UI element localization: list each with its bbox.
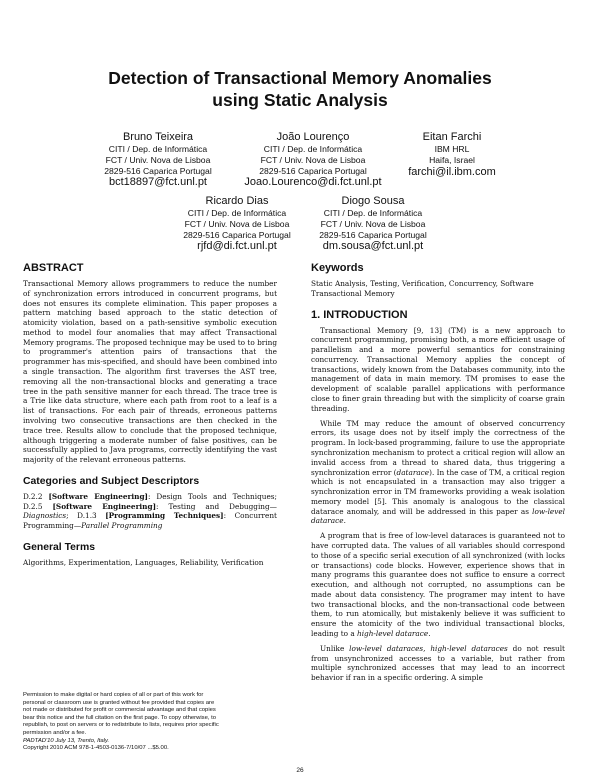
intro-paragraph-1: Transactional Memory [9, 13] (TM) is a new approach to concurrent programming, promising both, a more efficient usage of parallelism and a more powerful semantics for constraining concurrency. Transactional Memory applies the concept of transactions, widely known from the Databases community, into the management of data in main memory. TM promises to ease the development of scalable parallel applications with performance close to finer grain threading but with the simplicity of coarse grain threading. xyxy=(311,325,565,413)
categories-text: D.2.2 [Software Engineering]: Design Tools and Techniques; D.2.5 [Software Engineering]: Testing and Debugging—Diagnostics; D.1.3 [Programming Techniques]: Concurrent Programming—Parallel Programming xyxy=(23,491,277,531)
author-email: dm.sousa@fct.unl.pt xyxy=(322,240,424,253)
author-dept: IBM HRL xyxy=(434,144,470,154)
intro-paragraph-2: While TM may reduce the amount of observed concurrency errors, its usage does not by itself imply the correctness of the program. In lock-based programming, failure to use the appropriate synchronization mechanism to protect a critical region will allow an invalid access from a thread to shared data, thus triggering a synchronization error (datarace). In the case of TM, a critical region which is not encapsulated in a transaction may also trigger a synchronization error in TM frameworks providing a weak isolation memory model [5]. This anomaly is analogous to the classical datarace anomaly, and will be addressed in this paper as low-level datarace. xyxy=(311,418,565,526)
author-name: Eitan Farchi xyxy=(422,131,482,143)
author-name: Ricardo Dias xyxy=(205,195,269,207)
author-addr: 2829-516 Caparica Portugal xyxy=(183,229,291,240)
abstract-text: Transactional Memory allows programmers to reduce the number of synchronization errors introduced in concurrent programs, but does not ensures its complete elimination. This paper proposes a pattern matching based approach to the static detection of atomicity violation, based on a path-sensitive symbolic execution method to model four anomalies that may affect Transactional Memory programs. The proposed technique may be used to to bring to programmer's attention pairs of transactions that the programmer has mis-specified, and should have been combined into a single transaction. The algorithm first traverses the AST tree, removing all the non-transactional blocks and generating a trace tree in the path sensitive manner for each thread. The trace tree is a Trie like data structure, where each path from root to a leaf is a list of transactions. For each pair of threads, erroneous patterns involving two consecutive transactions are then checked in the trace tree. Results allow to conclude that the proposed technique, although triggering a moderate number of false positives, can be successfully applied to Java programs, correctly identifying the vast majority of the relevant erroneous patterns. xyxy=(23,279,277,465)
author-dept: CITI / Dep. de Informática xyxy=(187,208,287,218)
author-dept: CITI / Dep. de Informática xyxy=(108,144,208,154)
page-number: 26 xyxy=(296,767,304,774)
general-terms-heading: General Terms xyxy=(23,541,95,553)
permission-line: bear this notice and the full citation on the first page. To copy otherwise, to xyxy=(23,714,217,721)
left-column xyxy=(23,262,277,568)
abstract-heading: ABSTRACT xyxy=(23,262,84,274)
title-line-2: using Static Analysis xyxy=(212,90,388,110)
author-block xyxy=(288,195,458,253)
author-addr: 2829-516 Caparica Portugal xyxy=(319,229,427,240)
permission-line: personal or classroom use is granted without fee provided that copies are xyxy=(23,699,215,706)
author-addr: 2829-516 Caparica Portugal xyxy=(259,165,367,176)
permission-line: Copyright 2010 ACM 978-1-4503-0136-7/10/07 ...$5.00. xyxy=(23,745,169,752)
author-name: Bruno Teixeira xyxy=(122,131,194,143)
general-terms-text: Algorithms, Experimentation, Languages, Reliability, Verification xyxy=(23,557,264,567)
author-dept: CITI / Dep. de Informática xyxy=(323,208,423,218)
permission-line: republish, to post on servers or to redistribute to lists, requires prior specific xyxy=(23,722,219,729)
author-name: Diogo Sousa xyxy=(341,195,405,207)
permission-line: permission and/or a fee. xyxy=(23,729,87,736)
keywords-heading: Keywords xyxy=(311,262,364,274)
author-inst: FCT / Univ. Nova de Lisboa xyxy=(260,154,366,165)
intro-paragraph-3: A program that is free of low-level dataraces is guaranteed not to have corrupted data. The values of all variables should correspond to those of a specific serial execution of all synchronized (with locks or transactions) code blocks. However, experience shows that in many programs this guarantee does not suffice to ensure a correct execution, and although not corrupted, no assumptions can be made about data consistency. The programer may intent to have two transactional blocks, and the non-transactional code between them, to run atomically, but mistakenly believe it was sufficient to ensure the atomicity of the two individual transactional blocks, leading to a high-level datarace. xyxy=(311,531,565,638)
permission-line: not made or distributed for profit or commercial advantage and that copies xyxy=(23,707,216,714)
author-addr: 2829-516 Caparica Portugal xyxy=(104,165,212,176)
permission-notice xyxy=(23,692,277,753)
author-email: rjfd@di.fct.unl.pt xyxy=(197,240,277,253)
intro-heading: 1. INTRODUCTION xyxy=(311,308,408,321)
categories-heading: Categories and Subject Descriptors xyxy=(23,475,200,487)
author-email: bct18897@fct.unl.pt xyxy=(108,176,207,189)
author-inst: FCT / Univ. Nova de Lisboa xyxy=(184,218,290,229)
author-inst: Haifa, Israel xyxy=(429,154,475,165)
permission-line: Permission to make digital or hard copies of all or part of this work for xyxy=(23,692,204,698)
author-inst: FCT / Univ. Nova de Lisboa xyxy=(320,218,426,229)
title-line-1: Detection of Transactional Memory Anomalies xyxy=(108,68,492,88)
keywords-text: Static Analysis, Testing, Verification, Concurrency, Software Transactional Memory xyxy=(311,279,534,298)
right-column xyxy=(311,262,565,683)
author-inst: FCT / Univ. Nova de Lisboa xyxy=(105,154,211,165)
intro-paragraph-4: Unlike low-level dataraces, high-level dataraces do not result from unsynchronized accesses to a variable, but rather from multiple synchronized accesses that may lead to an incorrect behavior if ran in a specific ordering. A simple xyxy=(311,643,565,683)
author-email: farchi@il.ibm.com xyxy=(408,165,496,178)
author-dept: CITI / Dep. de Informática xyxy=(263,144,363,154)
author-name: João Lourenço xyxy=(276,131,350,143)
author-block xyxy=(367,131,537,179)
permission-line: PADTAD'10 July 13, Trento, Italy. xyxy=(23,737,110,744)
author-email: Joao.Lourenco@di.fct.unl.pt xyxy=(244,176,382,189)
paper-title xyxy=(40,67,560,111)
author-block xyxy=(73,131,243,189)
